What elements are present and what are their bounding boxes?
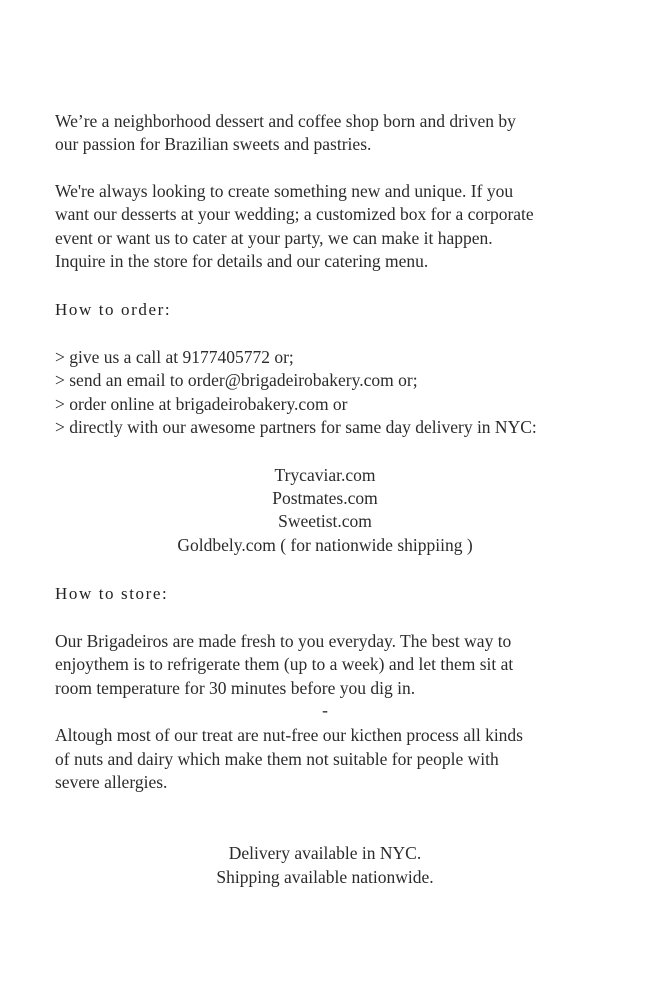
text-line: enjoythem is to refrigerate them (up to a week) and let them sit at — [55, 654, 514, 674]
shipping-note: Shipping available nationwide. — [216, 867, 434, 887]
delivery-note: Delivery available in NYC. — [228, 843, 422, 863]
list-item: > order online at brigadeirobakery.com or — [55, 394, 348, 414]
partner-item: Trycaviar.com — [274, 465, 376, 485]
text-line: Our Brigadeiros are made fresh to you everyday. The best way to — [55, 631, 512, 651]
partner-item: Goldbely.com ( for nationwide shippiing ) — [177, 535, 473, 555]
partner-item: Sweetist.com — [278, 511, 372, 531]
text-line: Altough most of our treat are nut-free our kicthen process all kinds — [55, 725, 523, 745]
separator-dash: - — [322, 700, 328, 720]
list-item: > send an email to order@brigadeirobakery.com or; — [55, 370, 418, 390]
how-to-order-heading: How to order: — [55, 300, 172, 319]
partner-item: Postmates.com — [272, 488, 378, 508]
text-line: We’re a neighborhood dessert and coffee shop born and driven by — [55, 111, 516, 131]
text-line: room temperature for 30 minutes before you dig in. — [55, 678, 416, 698]
list-item: > give us a call at 9177405772 or; — [55, 347, 294, 367]
text-line: Inquire in the store for details and our catering menu. — [55, 251, 429, 271]
how-to-store-heading: How to store: — [55, 584, 169, 603]
text-line: our passion for Brazilian sweets and pastries. — [55, 134, 372, 154]
text-line: We're always looking to create something new and unique. If you — [55, 181, 514, 201]
text-line: event or want us to cater at your party, we can make it happen. — [55, 228, 493, 248]
list-item: > directly with our awesome partners for same day delivery in NYC: — [55, 417, 537, 437]
text-line: want our desserts at your wedding; a customized box for a corporate — [55, 204, 534, 224]
text-line: of nuts and dairy which make them not suitable for people with — [55, 749, 499, 769]
text-line: severe allergies. — [55, 772, 168, 792]
